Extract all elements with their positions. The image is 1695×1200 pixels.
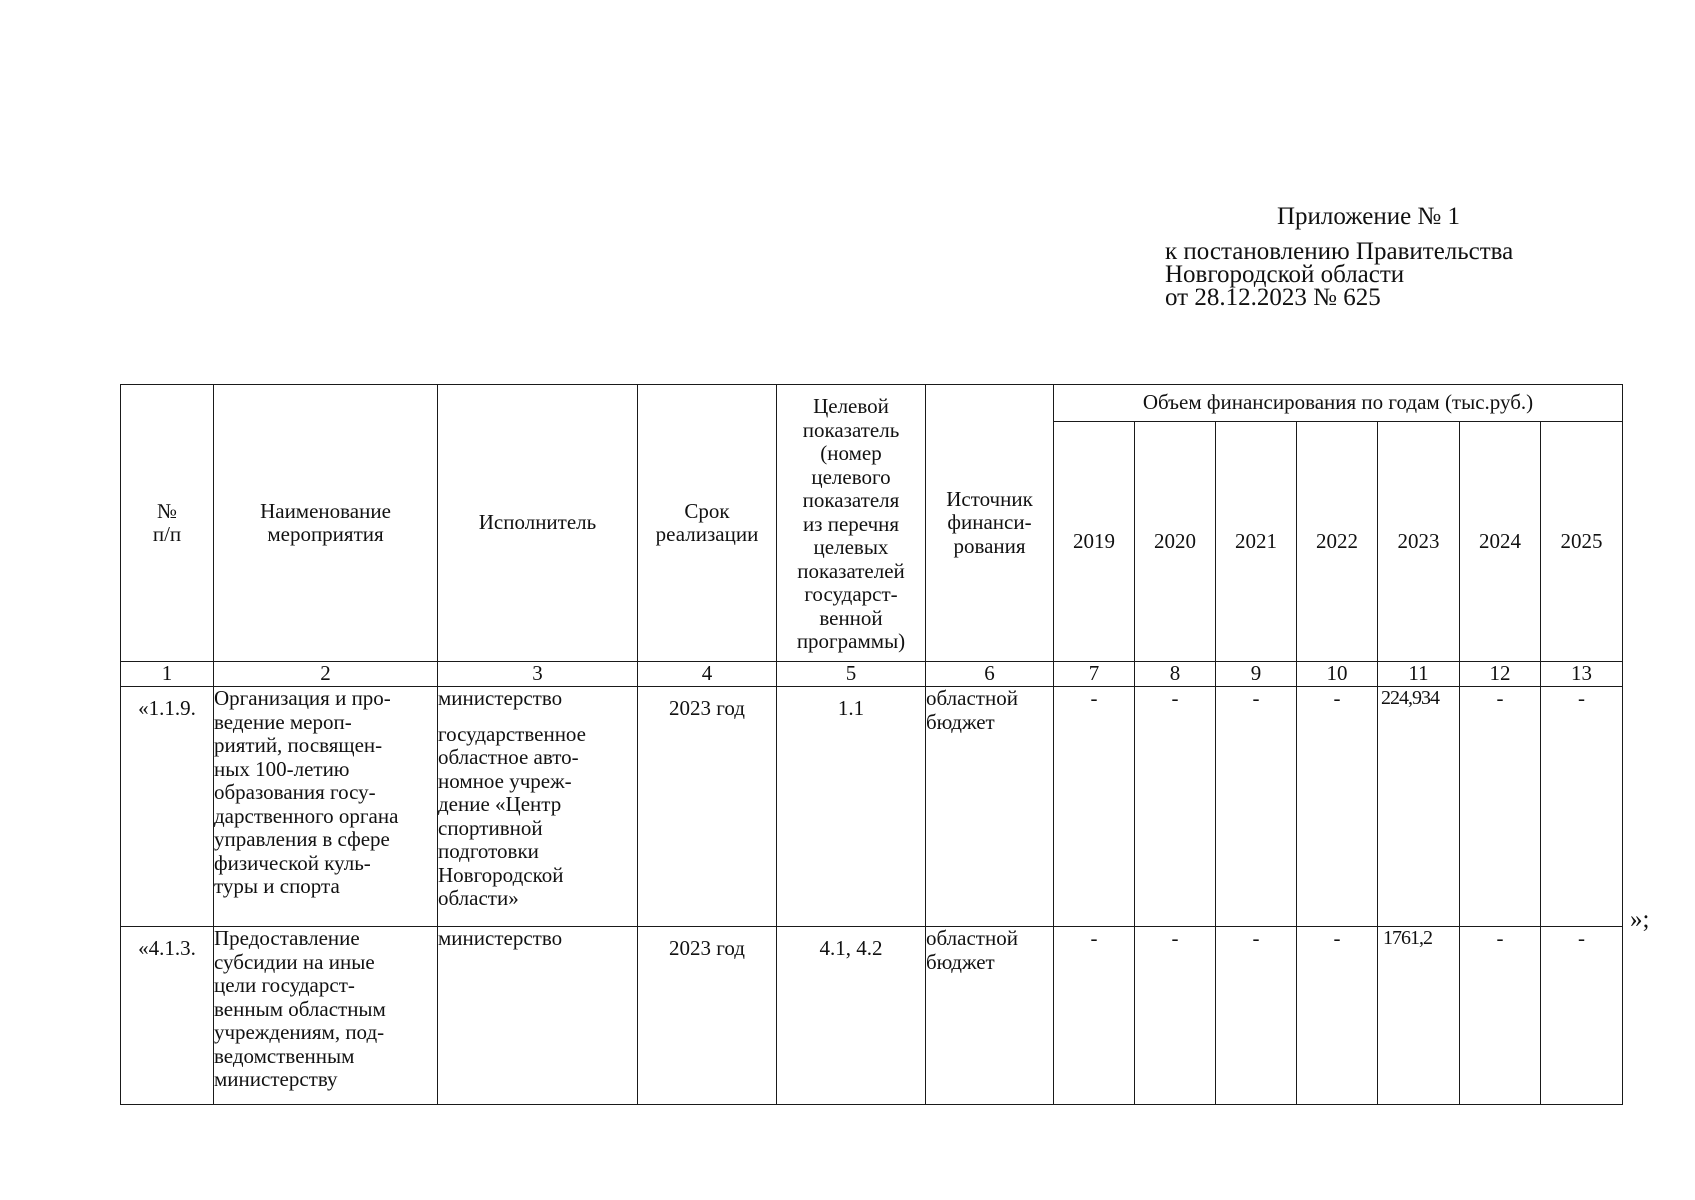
table-row bbox=[121, 687, 1623, 927]
row-year-value: - bbox=[1135, 687, 1216, 927]
row-year-value: - bbox=[1297, 927, 1378, 1105]
header-term: Срок реализации bbox=[638, 385, 777, 662]
year-header: 2023 bbox=[1378, 422, 1460, 662]
row-executor-institution: государственное областное авто- номное учреж- дение «Центр спортивной подготовки Новгородской области» bbox=[438, 721, 587, 910]
measures-table bbox=[120, 384, 1623, 1105]
row-target: 1.1 bbox=[777, 687, 926, 927]
year-header: 2022 bbox=[1297, 422, 1378, 662]
row-year-value: - bbox=[1297, 687, 1378, 927]
row-num: «4.1.3. bbox=[121, 927, 214, 1105]
row-year-value: - bbox=[1541, 687, 1623, 927]
row-year-value: 1761,2 bbox=[1378, 927, 1460, 1105]
row-source: областной бюджет bbox=[926, 927, 1054, 1105]
column-number-row bbox=[121, 662, 1623, 687]
appendix-line-3: от 28.12.2023 № 625 bbox=[1165, 284, 1381, 311]
row-year-value: - bbox=[1460, 927, 1541, 1105]
column-number: 5 bbox=[777, 662, 926, 687]
column-number: 8 bbox=[1135, 662, 1216, 687]
row-name: Предоставление субсидии на иные цели государст- венным областным учреждениям, под- ведомственным министерству bbox=[214, 927, 438, 1105]
table-row bbox=[121, 927, 1623, 1105]
column-number: 2 bbox=[214, 662, 438, 687]
appendix-line-1: к постановлению Правительства bbox=[1165, 238, 1514, 265]
row-year-value: - bbox=[1541, 927, 1623, 1105]
column-number: 12 bbox=[1460, 662, 1541, 687]
row-year-value: - bbox=[1135, 927, 1216, 1105]
appendix-header bbox=[1165, 205, 1585, 309]
row-target: 4.1, 4.2 bbox=[777, 927, 926, 1105]
column-number: 1 bbox=[121, 662, 214, 687]
header-source: Источник финанси- рования bbox=[926, 385, 1054, 662]
row-executor bbox=[438, 687, 638, 927]
column-number: 13 bbox=[1541, 662, 1623, 687]
header-funding: Объем финансирования по годам (тыс.руб.) bbox=[1054, 385, 1623, 422]
column-number: 11 bbox=[1378, 662, 1460, 687]
header-num: № п/п bbox=[121, 385, 214, 662]
row-year-value: - bbox=[1216, 927, 1297, 1105]
year-header: 2024 bbox=[1460, 422, 1541, 662]
row-year-value: 224,934 bbox=[1378, 687, 1460, 927]
row-term: 2023 год bbox=[638, 687, 777, 927]
row-term: 2023 год bbox=[638, 927, 777, 1105]
header-name: Наименование мероприятия bbox=[214, 385, 438, 662]
year-header: 2021 bbox=[1216, 422, 1297, 662]
row-year-value: - bbox=[1054, 687, 1135, 927]
closing-quote-mark: »; bbox=[1630, 906, 1650, 933]
row-year-value: - bbox=[1460, 687, 1541, 927]
year-header: 2019 bbox=[1054, 422, 1135, 662]
year-header: 2020 bbox=[1135, 422, 1216, 662]
row-executor-ministry: министерство bbox=[438, 926, 563, 950]
column-number: 10 bbox=[1297, 662, 1378, 687]
row-num: «1.1.9. bbox=[121, 687, 214, 927]
appendix-title: Приложение № 1 bbox=[1277, 203, 1461, 230]
column-number: 9 bbox=[1216, 662, 1297, 687]
row-executor bbox=[438, 927, 638, 1105]
column-number: 7 bbox=[1054, 662, 1135, 687]
column-number: 3 bbox=[438, 662, 638, 687]
row-name: Организация и про- ведение мероп- риятий, посвящен- ных 100-летию образования госу- дарственного органа управления в сфере физической куль- туры и спорта bbox=[214, 687, 438, 927]
year-header: 2025 bbox=[1541, 422, 1623, 662]
row-executor-ministry: министерство bbox=[438, 686, 563, 710]
row-year-value: - bbox=[1216, 687, 1297, 927]
appendix-line-2: Новгородской области bbox=[1165, 261, 1405, 288]
column-number: 6 bbox=[926, 662, 1054, 687]
row-year-value: - bbox=[1054, 927, 1135, 1105]
header-target: Целевой показатель (номер целевого показателя из перечня целевых показателей государст- венной программы) bbox=[777, 385, 926, 662]
row-source: областной бюджет bbox=[926, 687, 1054, 927]
header-executor: Исполнитель bbox=[438, 385, 638, 662]
column-number: 4 bbox=[638, 662, 777, 687]
